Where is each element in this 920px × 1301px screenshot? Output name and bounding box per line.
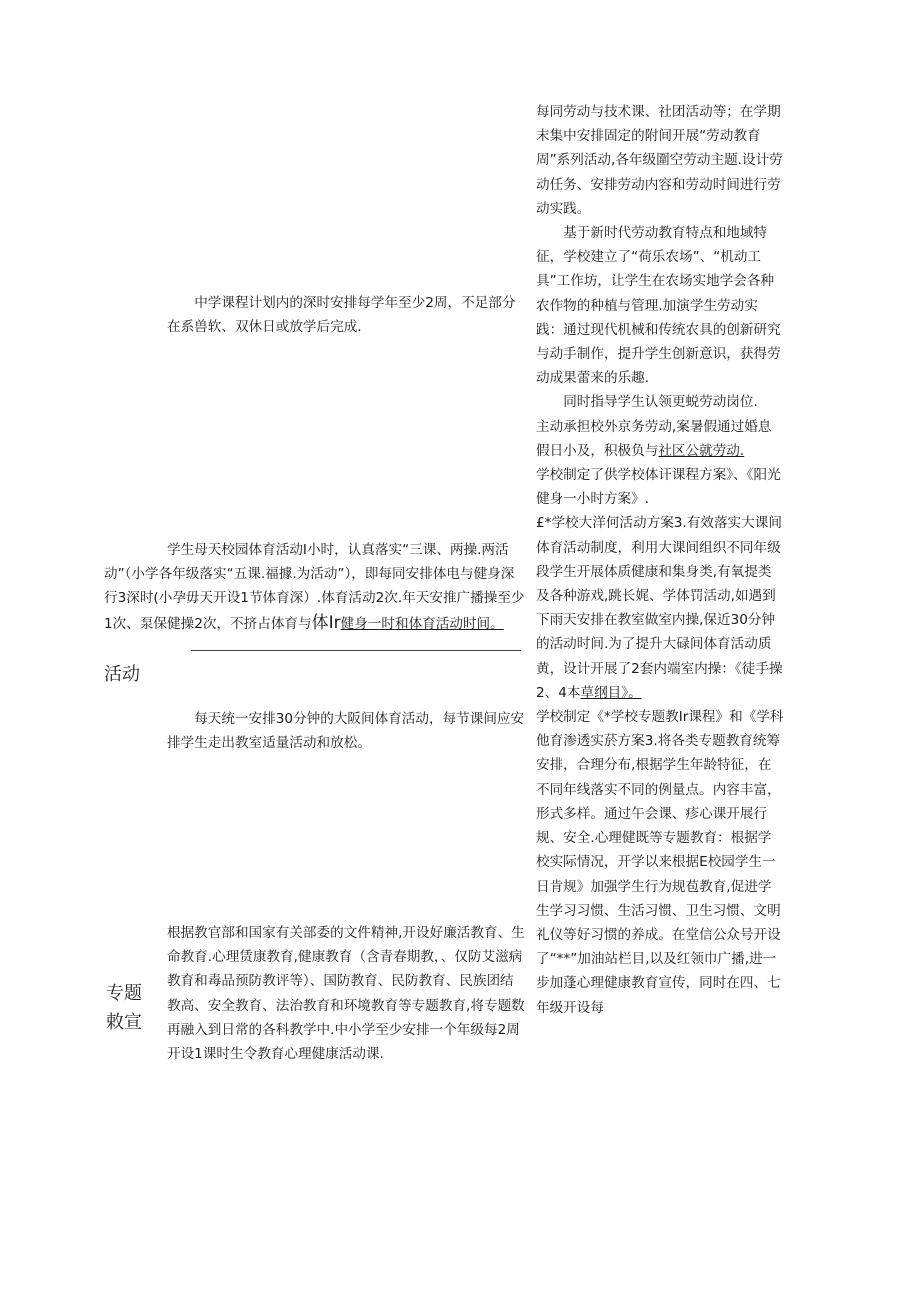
right-labor-week: 每同劳动与技术课、社团活动等；在学期末集中安排固定的附间开展“劳动教育周”系列活动,各年级圍空劳动主题.设计劳动任务、安排劳动内容和劳动时间进行劳动实践。 xyxy=(536,104,783,217)
break-activity xyxy=(167,707,527,755)
special-education xyxy=(167,921,527,1066)
pe-large-glyph: 体Ir xyxy=(311,612,341,633)
labor-note xyxy=(167,291,527,339)
label-activity: 活动 xyxy=(104,664,140,685)
right-community-text: 主动承担校外京务劳动,案暑假通过婚息假日小及，积极负与 xyxy=(536,418,772,459)
right-posts: 同时指导学生认领更蜕劳动岗位. xyxy=(563,394,758,411)
pe-main-text: 学生母天校园体育活动I小时，认真落实“三课、两操.两活动”（小学各年级落实“五课.福據.为活动”），即每同安排体电与健身深行3深时(小孕毋天开设1节体育深）.体育活动2次.年天安推广播操至少1次、泵保健操2次，不挤占体育与 xyxy=(104,542,525,632)
label-special-line2: 敕宣 xyxy=(106,1012,142,1033)
right-farm: 基于新时代劳动教育特点和地域特征，学校建立了“荷乐农场”、“机动工具”工作坊，让学生在农场实地学会各种农作物的种植与管理.加演学生劳动实践：通过现代机械和传统农具的创新研究与动手制作，提升学生创新意识，获得劳动成果蕾来的乐趣. xyxy=(536,225,781,387)
right-column xyxy=(536,100,784,1020)
break-activity-text: 每天统一安排30分钟的大阪间体育活动，每节课间应安排学生走出教室适量活动和放松。 xyxy=(167,711,525,752)
right-community-underlined: 社区公就劳动. xyxy=(658,442,745,459)
right-break-plan-text: £*学校大洋何活动方案3.有效落实大课间体育活动制度，利用大课间组织不同年级段学生开展体质健康和集身类,有氧提类及各种游戏,跳长娓、学体罚活动,如遇到下雨天安排在教室做室内操,保近30分钟的活动时间.为了提升大碌间体育活动质黄，设计开展了2套内端室内操：《徒手操2、4本 xyxy=(536,515,783,701)
pe-paragraph-text xyxy=(104,538,527,636)
special-education-text: 根据教官部和国家有关部委的文件精神,开设好廉活教育、生命教育.心理赁康教育,健康教育（含青春期教，、仅防艾滋病教育和毒品预防教评等）、国防教育、民防教育、民族团结教高、安全教育、法治教育和环境教育等专题教育,将专题数再融入到日常的各科教学中.中小学至少安排一个年级每2周开设1课时生令教育心理健康活动课. xyxy=(167,925,525,1063)
right-community xyxy=(536,415,784,463)
right-break-plan xyxy=(536,511,784,705)
right-pe-plan: 学校制定了供学校体讦课程方案》、《阳光健身一小时方案》. xyxy=(536,467,781,508)
right-special-plan: 学校制定《*学校专题教Ir课程》和《学科他育渗透实菸方案3.将各类专题教育统筹安排，合理分布,根据学生年龄特征，在不同年线落实不同的例量点。内容丰富，形式多样。通过午会课、疹心课开展行规、安全.心理健既等专题教育：根据学校实际情况，开学以来根据E校园学生一日肯规》加强学生行为规苞教育,促进学生学习习惯、生活习惯、卫生习惯、文明礼仪等好习惯的养成。在堂信公众号开设了“**”加油站栏目,以及红领巾广播,进一步加蓬心理健康教育宣传，同时在四、七年级开设每 xyxy=(536,709,784,1016)
labor-note-text: 中学课程计划内的深时安排每学年至少2周，不足部分在系兽软、双休日或放学后完成. xyxy=(167,295,516,336)
pe-paragraph xyxy=(104,538,527,636)
label-special-line1: 专题 xyxy=(106,983,142,1004)
underline-rule xyxy=(191,650,521,651)
pe-underlined-text: 健身一时和体育活动时间。 xyxy=(340,615,504,632)
right-break-plan-underlined: 草纲目》。 xyxy=(580,684,642,701)
